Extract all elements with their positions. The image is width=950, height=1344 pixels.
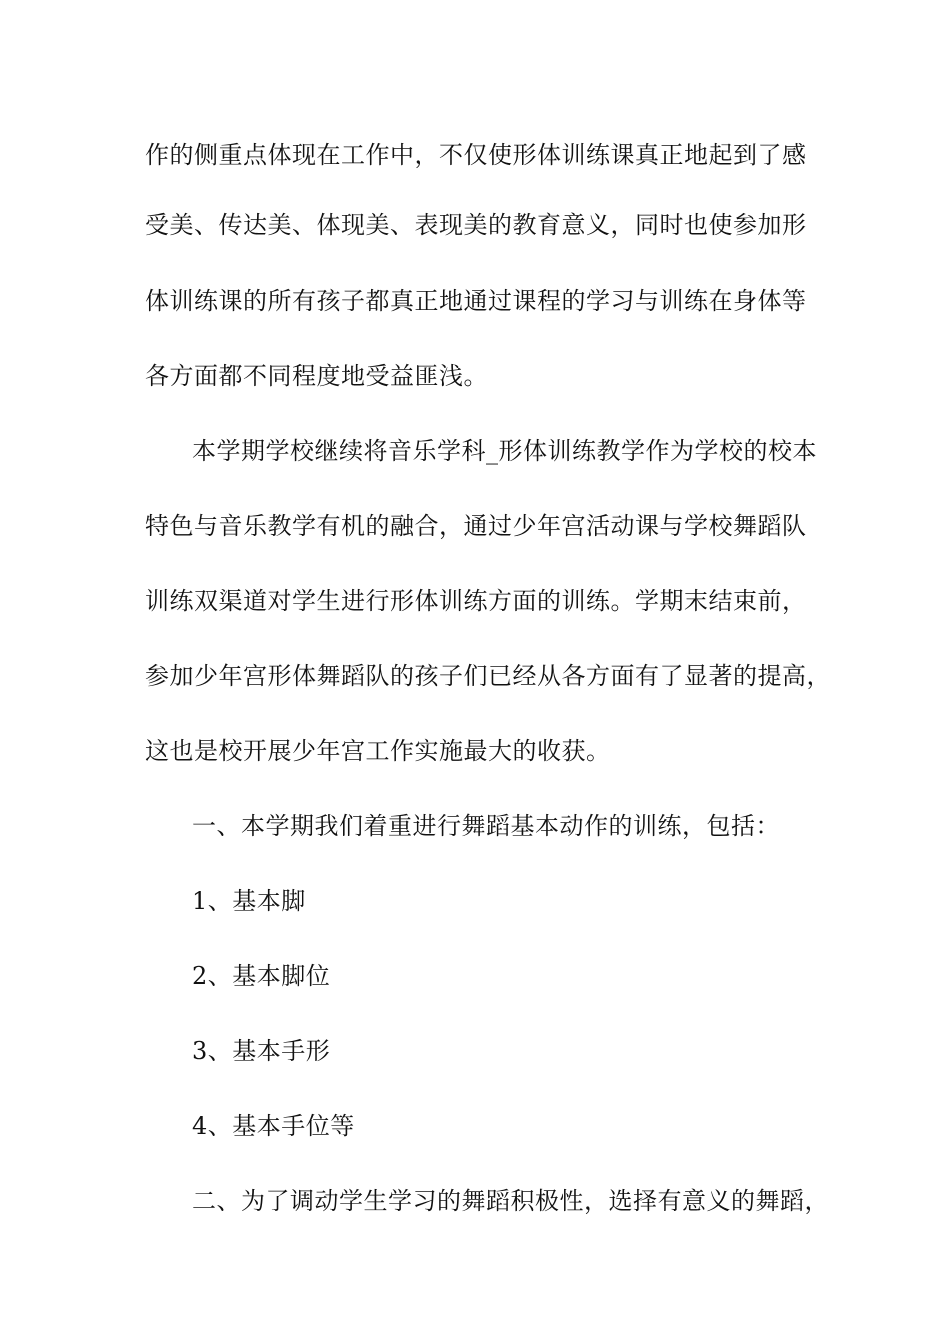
list-item-2: 2、基本脚位 <box>192 962 331 990</box>
paragraph-line-9: 这也是校开展少年宫工作实施最大的收获。 <box>145 737 611 765</box>
paragraph-line-3: 体训练课的所有孩子都真正地通过课程的学习与训练在身体等 <box>145 287 807 315</box>
paragraph-line-8: 参加少年宫形体舞蹈队的孩子们已经从各方面有了显著的提高， <box>145 662 831 690</box>
list-item-1: 1、基本脚 <box>192 887 306 915</box>
section-heading-1: 一、本学期我们着重进行舞蹈基本动作的训练，包括： <box>192 812 780 840</box>
paragraph-line-7: 训练双渠道对学生进行形体训练方面的训练。学期末结束前， <box>145 587 807 615</box>
paragraph-line-1: 作的侧重点体现在工作中，不仅使形体训练课真正地起到了感 <box>145 141 807 169</box>
section-heading-2: 二、为了调动学生学习的舞蹈积极性，选择有意义的舞蹈， <box>192 1187 829 1215</box>
paragraph-line-2: 受美、传达美、体现美、表现美的教育意义，同时也使参加形 <box>145 211 807 239</box>
paragraph-line-6: 特色与音乐教学有机的融合，通过少年宫活动课与学校舞蹈队 <box>145 512 807 540</box>
list-item-3: 3、基本手形 <box>192 1037 331 1065</box>
paragraph-line-5: 本学期学校继续将音乐学科_形体训练教学作为学校的校本 <box>192 437 817 465</box>
list-item-4: 4、基本手位等 <box>192 1112 355 1140</box>
paragraph-line-4: 各方面都不同程度地受益匪浅。 <box>145 362 488 390</box>
